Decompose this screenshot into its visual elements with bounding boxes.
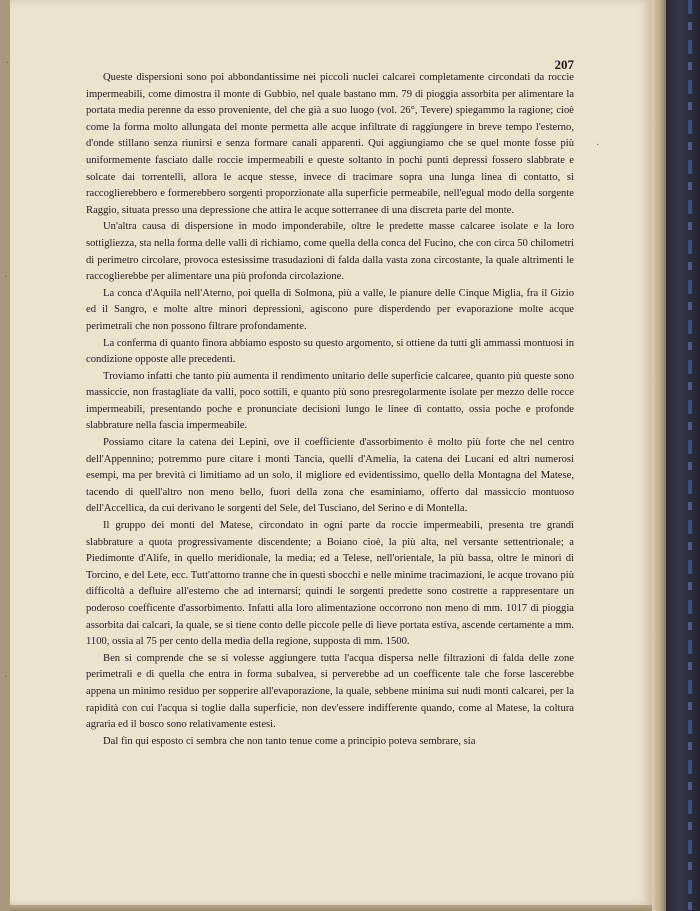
paragraph: Queste dispersioni sono poi abbondantissime nei piccoli nuclei calcarei completamente circondati da roccie impermeabili, come dimostra il monte di Gubbio, nel quale bastano mm. 79 di pioggia assorbita per alimentare la portata media perenne da esso proveniente, del che già a suo luogo (vol. 26°, Tevere) spiegammo la ragione; cioè come la forma molto allungata del monte permetta alle acque infiltrate di raggiungere in breve tempo l'esterno, d'onde stillano senza riunirsi e senza formare canali apparenti. Qui aggiungiamo che se quel monte fosse più uniformemente fasciato dalle roccie impermeabili e queste soltanto in pochi punti depressi fossero slabbrate e solcate dai torrentelli, allora le acque stesse, invece di tracimare sopra una lunga linea di contatto, si raccoglierebbero e formerebbero sorgenti proporzionate alla superficie permeabile, nell'egual modo della sorgente Raggio, situata presso una depressione che attira le acque sotterranee di una discreta parte del monte. xyxy=(86,72,574,216)
paragraph: Il gruppo dei monti del Matese, circondato in ogni parte da roccie impermeabili, presenta tre grandi slabbrature a quota progressivamente discendente; a Boiano cioè, la più alta, nel versante settentrionale; a Piedimonte d'Alife, in quello meridionale, la media; ed a Telese, nell'orientale, la più bassa, oltre le minori di Torcino, e del Lete, ecc. Tutt'attorno tranne che in questi sbocchi e nelle minime tracimazioni, le acque trovano più difficoltà a defluire all'esterno che ad internarsi; quindi le sorgenti predette sono costrette a rappresentare un poderoso coefficente d'assorbimento. Infatti alla loro alimentazione occorrono non meno di mm. 1017 di pioggia assorbita dai calcari, la quale, se si tiene conto delle piccole pelle di lieve portata estiva, ascende certamente a mm. 1100, ossia al 75 per cento della media della regione, supposta di mm. 1500. xyxy=(86,520,574,648)
paragraph: La conca d'Aquila nell'Aterno, poi quella di Solmona, più a valle, le pianure delle Cinque Miglia, fra il Gizio ed il Sangro, e molte altre minori depressioni, agiscono pure disperdendo per evaporazione molte acque perimetrali che non possono filtrare profondamente. xyxy=(86,287,574,332)
binding-stripe xyxy=(688,0,692,911)
body-text xyxy=(86,70,574,750)
paragraph: Possiamo citare la catena dei Lepini, ove il coefficiente d'assorbimento è molto più forte che nel centro dell'Appennino; potremmo pure citare i monti Tancia, quelli d'Amelia, la catena dei Lucani ed altri numerosi esempi, ma per brevità ci limitiamo ad un solo, il migliore ed evidentissimo, quello della Montagna del Matese, tacendo di quell'altro non meno bello, fuori della zona che esaminiamo, offerto dal massiccio montuoso dell'Accellica, da cui derivano le sorgenti del Sele, del Tusciano, del Serino e di Montella. xyxy=(86,437,574,515)
paragraph: La conferma di quanto finora abbiamo esposto su questo argomento, si ottiene da tutti gli ammassi montuosi in condizione opposte alle precedenti. xyxy=(86,337,574,366)
page-stack-edge xyxy=(652,0,666,911)
page-number: 207 xyxy=(554,57,574,72)
paragraph: Ben si comprende che se si volesse aggiungere tutta l'acqua dispersa nelle filtrazioni di falda delle zone perimetrali e di quella che entra in forma subalvea, si perverebbe ad un coefficente tale che forse lascerebbe appena un minimo residuo per sopperire all'evaporazione, la quale, sebbene minima sui nudi monti calcarei, per la rapidità con cui l'acqua si toglie dalla superficie, non dev'essere indifferente quando, come al Matese, la coltura agraria ed il bosco sono relativamente estesi. xyxy=(86,652,574,731)
paragraph: Troviamo infatti che tanto più aumenta il rendimento unitario delle superficie calcaree, quanto più queste sono massiccie, non frastagliate da valli, poco sottili, e quanto più sono presregolarmente isolate per mezzo delle rocce impermeabili, presentando poche e pronunciate decisioni lungo le linee di contatto, ossia poche e profonde slabbrature nella fascia impermeabile. xyxy=(86,370,574,432)
margin-mark: · xyxy=(4,272,8,283)
page-bottom-edge xyxy=(10,905,666,911)
margin-mark: · xyxy=(596,140,600,151)
paragraph: Dal fin qui esposto ci sembra che non tanto tenue come a principio poteva sembrare, sia xyxy=(103,735,476,747)
paragraph: Un'altra causa di dispersione in modo imponderabile, oltre le predette masse calcaree isolate e la loro sottigliezza, sta nella forma delle valli di richiamo, come quella della conca del Fucino, che con circa 50 chilometri di perimetro circolare, provoca estesissime trasudazioni di falda dalla vasta zona circostante, la quale altrimenti le raccoglierebbe per alimentare una più profonda circolazione. xyxy=(86,221,575,283)
book-binding xyxy=(666,0,700,911)
margin-mark: · xyxy=(6,58,10,69)
margin-mark: · xyxy=(4,672,8,683)
